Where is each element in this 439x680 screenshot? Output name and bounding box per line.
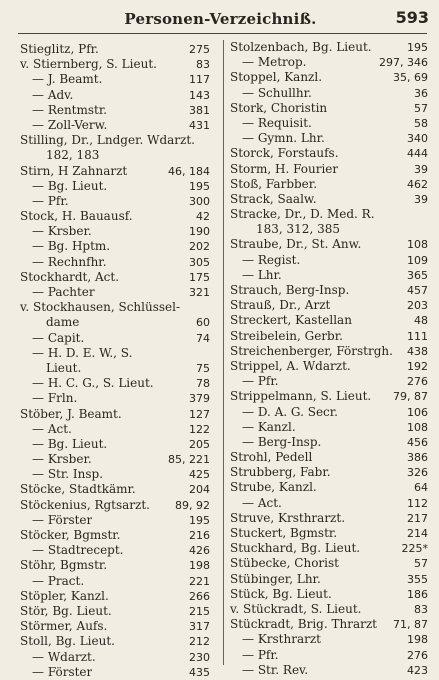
register-entry — [20, 452, 210, 467]
header-rule — [18, 33, 427, 34]
entry-name: dame — [46, 315, 80, 330]
entry-page-ref: 266 — [189, 589, 210, 603]
register-entry — [230, 70, 428, 85]
entry-page-ref: 381 — [189, 103, 210, 117]
register-entry — [20, 133, 210, 148]
register-entry — [230, 374, 428, 389]
entry-name: Stoppel, Kanzl. — [230, 70, 323, 85]
entry-name: — Pfr. — [32, 193, 69, 208]
entry-page-ref: 435 — [189, 665, 210, 679]
entry-name: Strubberg, Fabr. — [230, 465, 331, 480]
register-entry — [20, 239, 210, 254]
entry-name: Stilling, Dr., Lndger. Wdarzt. — [20, 133, 195, 148]
entry-page-ref: 39 — [414, 192, 428, 206]
entry-page-ref: 39 — [414, 162, 428, 176]
entry-page-ref: 85, 221 — [168, 453, 210, 467]
entry-page-ref: 57 — [414, 557, 428, 571]
register-entry — [230, 162, 428, 177]
register-entry — [20, 376, 210, 391]
left-column — [20, 42, 210, 680]
entry-name: Strippelmann, S. Lieut. — [230, 389, 372, 404]
entry-page-ref: 365 — [407, 268, 428, 282]
entry-name: Stoß, Farbber. — [230, 176, 318, 191]
register-entry — [20, 103, 210, 118]
register-entry — [230, 283, 428, 298]
entry-page-ref: 186 — [407, 587, 428, 601]
register-entry — [20, 407, 210, 422]
entry-page-ref: 195 — [189, 179, 210, 193]
entry-name: Strack, Saalw. — [230, 191, 317, 206]
entry-name: — J. Beamt. — [32, 72, 103, 87]
register-entry — [20, 619, 210, 634]
entry-page-ref: 117 — [189, 73, 210, 87]
register-entry — [20, 224, 210, 239]
register-entry — [230, 55, 428, 70]
register-entry — [230, 602, 428, 617]
entry-page-ref: 275 — [189, 43, 210, 56]
entry-page-ref: 217 — [407, 511, 428, 525]
register-entry — [230, 40, 428, 55]
entry-page-ref: 355 — [407, 572, 428, 586]
entry-name: — Adv. — [32, 87, 74, 102]
entry-page-ref: 321 — [189, 286, 210, 299]
register-entry — [230, 86, 428, 101]
entry-page-ref: 203 — [407, 299, 428, 313]
entry-name: — Bg. Lieut. — [32, 178, 108, 193]
register-entry — [230, 131, 428, 146]
register-entry — [230, 541, 428, 556]
register-entry — [230, 207, 428, 222]
entry-name: v. Stiernberg, S. Lieut. — [20, 57, 157, 72]
register-entry — [230, 465, 428, 480]
entry-name: Stolzenbach, Bg. Lieut. — [230, 40, 372, 54]
entry-name: Strauß, Dr., Arzt — [230, 298, 331, 313]
register-entry — [20, 574, 210, 589]
entry-name: — D. A. G. Secr. — [242, 404, 338, 419]
entry-name: Stirn, H Zahnarzt — [20, 163, 128, 178]
entry-page-ref: 276 — [407, 648, 428, 662]
entry-name: — Zoll-Verw. — [32, 117, 108, 132]
register-entry — [230, 389, 428, 404]
entry-name: — Metrop. — [242, 55, 307, 70]
register-entry — [20, 604, 210, 619]
entry-page-ref: 58 — [414, 116, 428, 130]
entry-name: — Frln. — [32, 391, 78, 406]
entry-name: Strippel, A. Wdarzt. — [230, 358, 351, 373]
entry-name: v. Stockhausen, Schlüssel- — [20, 300, 181, 315]
entry-name: Streckert, Kastellan — [230, 313, 352, 328]
page-number: 593 — [395, 8, 429, 27]
entry-name: — Bg. Hptm. — [32, 239, 111, 254]
register-entry — [20, 437, 210, 452]
entry-page-ref: 216 — [189, 529, 210, 542]
register-entry — [230, 480, 428, 495]
register-entry — [20, 118, 210, 133]
entry-name: — Regist. — [242, 252, 301, 267]
entry-page-ref: 215 — [189, 604, 210, 618]
register-entry — [20, 285, 210, 300]
entry-page-ref: 89, 92 — [175, 498, 210, 512]
entry-name: Stork, Choristin — [230, 100, 328, 115]
register-entry — [20, 361, 210, 376]
entry-name: Stöber, J. Beamt. — [20, 406, 122, 421]
entry-name: — Kanzl. — [242, 419, 296, 434]
entry-page-ref: 175 — [189, 270, 210, 284]
running-title: Personen-Verzeichniß. — [124, 10, 317, 28]
entry-name: Struve, Krsthrarzt. — [230, 510, 346, 525]
entry-name: v. Stückradt, S. Lieut. — [230, 601, 362, 616]
register-entry — [20, 589, 210, 604]
entry-page-ref: 83 — [196, 58, 210, 72]
entry-name: — Förster — [32, 512, 93, 527]
entry-name: Stoll, Bg. Lieut. — [20, 634, 115, 649]
entry-name: — Förster — [32, 664, 93, 679]
register-entry — [230, 572, 428, 587]
entry-name: Stockhardt, Act. — [20, 269, 120, 284]
entry-page-ref: 143 — [189, 88, 210, 102]
entry-name: Stöckenius, Rgtsarzt. — [20, 497, 150, 512]
entry-name: — Str. Rev. — [242, 662, 309, 677]
register-entry — [230, 101, 428, 116]
entry-name: Straube, Dr., St. Anw. — [230, 237, 362, 252]
register-entry — [20, 650, 210, 665]
entry-name: — Rentmstr. — [32, 102, 108, 117]
register-entry — [20, 57, 210, 72]
entry-page-ref: 198 — [189, 559, 210, 573]
register-entry — [20, 270, 210, 285]
entry-page-ref: 46, 184 — [168, 164, 210, 178]
register-entry — [20, 346, 210, 361]
entry-page-ref: 456 — [407, 435, 428, 449]
register-entry — [20, 391, 210, 406]
entry-page-ref: 36 — [414, 86, 428, 100]
entry-name: Storm, H. Fourier — [230, 161, 339, 176]
entry-name: — Berg-Insp. — [242, 434, 322, 449]
register-entry — [230, 556, 428, 571]
entry-name: Stöcke, Stadtkämr. — [20, 482, 136, 497]
entry-page-ref: 457 — [407, 284, 428, 297]
entry-name: Stör, Bg. Lieut. — [20, 603, 112, 618]
register-entry — [230, 298, 428, 313]
register-entry — [230, 617, 428, 632]
entry-name: — H. D. E. W., S. — [32, 345, 133, 360]
entry-page-ref: 204 — [189, 483, 210, 497]
entry-name: Streibelein, Gerbr. — [230, 328, 343, 343]
register-entry — [20, 209, 210, 224]
register-entry — [230, 496, 428, 511]
entry-name: Stuckhard, Bg. Lieut. — [230, 541, 361, 556]
entry-page-ref: 386 — [407, 451, 428, 465]
entry-name: — Capit. — [32, 330, 85, 345]
entry-name: — Bg. Lieut. — [32, 436, 108, 451]
register-entry — [230, 526, 428, 541]
register-entry — [20, 315, 210, 330]
entry-name: — Pachter — [32, 285, 95, 299]
entry-name: — Str. Insp. — [32, 467, 104, 482]
entry-page-ref: 106 — [407, 405, 428, 419]
register-entry — [20, 482, 210, 497]
entry-name: — Act. — [242, 495, 282, 510]
entry-name: — Stadtrecept. — [32, 543, 124, 558]
entry-page-ref: 122 — [189, 422, 210, 436]
entry-name: — Requisit. — [242, 115, 312, 130]
entry-page-ref: 214 — [407, 527, 428, 540]
entry-name: Strube, Kanzl. — [230, 480, 317, 495]
entry-page-ref: 438 — [407, 344, 428, 358]
register-entry — [230, 648, 428, 663]
register-entry — [230, 192, 428, 207]
entry-name: Stuckert, Bgmstr. — [230, 526, 338, 540]
entry-name: Stübinger, Lhr. — [230, 571, 321, 586]
entry-name: — Schullhr. — [242, 85, 312, 100]
entry-page-ref: 297, 346 — [379, 56, 428, 70]
entry-page-ref: 305 — [189, 255, 210, 269]
entry-page-ref: 78 — [196, 377, 210, 391]
right-column — [223, 40, 428, 677]
register-entry — [230, 253, 428, 268]
register-entry — [20, 467, 210, 482]
entry-name: — Lhr. — [242, 267, 282, 282]
register-entry — [230, 344, 428, 359]
entry-page-ref: 83 — [414, 602, 428, 616]
entry-page-ref: 127 — [189, 407, 210, 421]
entry-name: Störmer, Aufs. — [20, 619, 108, 634]
entry-name: — Krsber. — [32, 452, 92, 467]
entry-name: — Rechnfhr. — [32, 254, 107, 269]
entry-name: Strauch, Berg-Insp. — [230, 283, 350, 297]
entry-name: Streichenberger, Förstrgh. — [230, 343, 393, 358]
entry-page-ref: 230 — [189, 650, 210, 664]
entry-page-ref: 300 — [189, 194, 210, 208]
entry-page-ref: 71, 87 — [393, 618, 428, 632]
entry-page-ref: 198 — [407, 633, 428, 647]
register-entry — [230, 587, 428, 602]
register-entry — [20, 88, 210, 103]
entry-page-ref: 221 — [189, 574, 210, 588]
register-entry — [20, 255, 210, 270]
entry-page-ref: 111 — [407, 329, 428, 343]
entry-name: — Krsber. — [32, 224, 92, 239]
entry-name: Storck, Forstaufs. — [230, 146, 339, 161]
entry-name: Stück, Bg. Lieut. — [230, 586, 332, 601]
register-entry — [20, 528, 210, 543]
entry-page-ref: 462 — [407, 177, 428, 191]
entry-page-ref: 195 — [407, 41, 428, 54]
entry-name: 183, 312, 385 — [256, 222, 340, 237]
entry-page-ref: 317 — [189, 620, 210, 634]
entry-page-ref: 423 — [407, 663, 428, 677]
register-entry — [20, 72, 210, 87]
entry-page-ref: 35, 69 — [393, 71, 428, 85]
entry-page-ref: 112 — [407, 496, 428, 510]
entry-name: Stübecke, Chorist — [230, 556, 339, 571]
page-header — [12, 8, 429, 30]
register-entry — [20, 558, 210, 573]
register-entry — [230, 222, 428, 237]
entry-page-ref: 108 — [407, 420, 428, 434]
register-entry — [20, 194, 210, 209]
register-entry — [230, 632, 428, 647]
entry-page-ref: 326 — [407, 466, 428, 480]
register-entry — [230, 329, 428, 344]
register-entry — [230, 359, 428, 374]
entry-page-ref: 195 — [189, 513, 210, 527]
register-entry — [20, 42, 210, 57]
register-entry — [230, 450, 428, 465]
entry-page-ref: 431 — [189, 118, 210, 132]
entry-page-ref: 225* — [401, 542, 428, 556]
register-entry — [20, 634, 210, 649]
entry-page-ref: 212 — [189, 635, 210, 649]
entry-name: Stöpler, Kanzl. — [20, 588, 109, 603]
entry-page-ref: 205 — [189, 437, 210, 451]
entry-name: — Wdarzt. — [32, 649, 96, 664]
entry-page-ref: 379 — [189, 392, 210, 406]
register-entry — [230, 177, 428, 192]
entry-page-ref: 64 — [414, 481, 428, 495]
register-entry — [20, 179, 210, 194]
entry-name: — H. C. G., S. Lieut. — [32, 376, 154, 391]
register-entry — [230, 435, 428, 450]
register-entry — [230, 313, 428, 328]
entry-name: — Gymn. Lhr. — [242, 131, 325, 146]
entry-page-ref: 60 — [196, 316, 210, 330]
entry-page-ref: 202 — [189, 240, 210, 254]
register-entry — [20, 498, 210, 513]
register-entry — [20, 331, 210, 346]
entry-page-ref: 109 — [407, 253, 428, 267]
entry-name: Stracke, Dr., D. Med. R. — [230, 207, 375, 222]
register-entry — [20, 300, 210, 315]
register-entry — [230, 663, 428, 678]
register-entry — [230, 405, 428, 420]
register-entry — [230, 511, 428, 526]
entry-page-ref: 444 — [407, 147, 428, 161]
entry-name: — Pfr. — [242, 647, 279, 662]
register-entry — [230, 146, 428, 161]
entry-page-ref: 192 — [407, 359, 428, 373]
entry-name: Strohl, Pedell — [230, 450, 313, 465]
register-entry — [20, 543, 210, 558]
register-entry — [230, 237, 428, 252]
entry-page-ref: 426 — [189, 544, 210, 558]
entry-page-ref: 74 — [196, 331, 210, 345]
entry-page-ref: 108 — [407, 238, 428, 252]
entry-page-ref: 190 — [189, 225, 210, 239]
entry-page-ref: 340 — [407, 132, 428, 146]
entry-page-ref: 42 — [196, 210, 210, 224]
register-entry — [20, 665, 210, 680]
entry-name: Lieut. — [46, 360, 82, 375]
entry-page-ref: 425 — [189, 468, 210, 482]
register-entry — [20, 148, 210, 163]
entry-page-ref: 79, 87 — [393, 390, 428, 404]
entry-name: Stückradt, Brig. Thrarzt — [230, 617, 377, 632]
register-entry — [20, 422, 210, 437]
entry-name: — Pfr. — [242, 374, 279, 389]
entry-name: — Krsthrarzt — [242, 632, 321, 647]
entry-page-ref: 48 — [414, 314, 428, 328]
entry-page-ref: 276 — [407, 375, 428, 389]
entry-name: — Pract. — [32, 573, 85, 588]
entry-name: Stieglitz, Pfr. — [20, 42, 99, 56]
entry-page-ref: 57 — [414, 101, 428, 115]
entry-name: Stöcker, Bgmstr. — [20, 528, 121, 542]
register-entry — [20, 164, 210, 179]
register-entry — [230, 420, 428, 435]
register-entry — [230, 116, 428, 131]
entry-name: — Act. — [32, 421, 72, 436]
entry-name: Stöhr, Bgmstr. — [20, 558, 108, 573]
entry-page-ref: 75 — [196, 361, 210, 375]
entry-name: Stock, H. Bauausf. — [20, 209, 133, 224]
entry-name: 182, 183 — [46, 148, 100, 163]
register-entry — [230, 268, 428, 283]
register-entry — [20, 513, 210, 528]
